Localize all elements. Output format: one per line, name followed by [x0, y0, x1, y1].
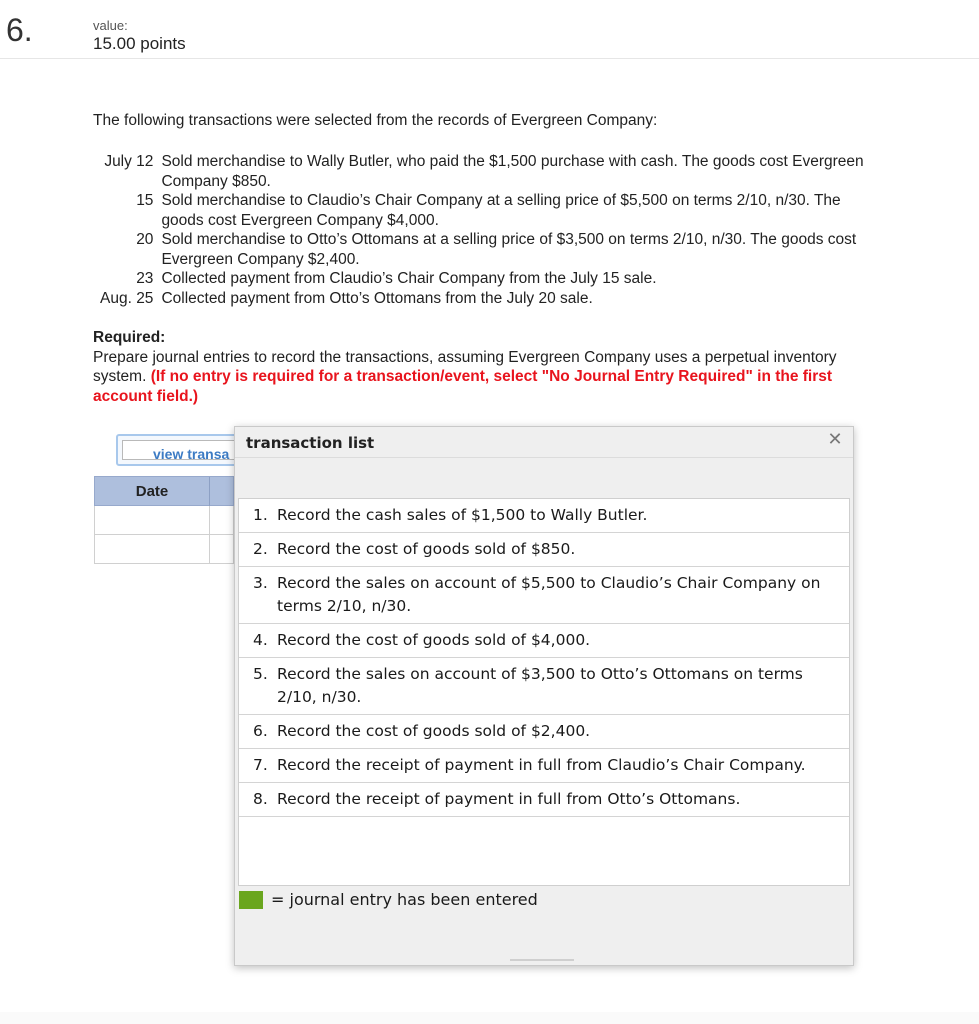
date-cell [95, 535, 210, 563]
legend [239, 890, 538, 909]
list-item[interactable] [239, 499, 849, 533]
dialog-title: transaction list [246, 434, 375, 452]
list-item[interactable] [239, 715, 849, 749]
transaction-text: Collected payment from Claudio’s Chair Company from the July 15 sale. [161, 270, 657, 287]
item-number: 4. [253, 631, 268, 649]
item-text: Record the sales on account of $5,500 to Claudio’s Chair Company on terms 2/10, n/30. [277, 574, 821, 615]
transaction-list-dialog [234, 426, 854, 966]
item-text: Record the receipt of payment in full from Otto’s Ottomans. [277, 790, 741, 808]
journal-table-header [94, 476, 234, 506]
dialog-divider [235, 457, 853, 458]
transaction-date: Aug. 25 [100, 289, 154, 307]
journal-table-row [94, 506, 234, 535]
journal-table-row [94, 535, 234, 564]
transaction-date: July 12 [104, 153, 154, 170]
required-title: Required: [93, 329, 166, 346]
item-number: 6. [253, 722, 268, 740]
list-item[interactable] [239, 624, 849, 658]
item-text: Record the cost of goods sold of $2,400. [277, 722, 591, 740]
list-item[interactable] [239, 533, 849, 567]
item-number: 2. [253, 540, 268, 558]
transaction-row [100, 230, 881, 269]
item-number: 7. [253, 756, 268, 774]
legend-text: = journal entry has been entered [271, 890, 538, 909]
value-points: 15.00 points [93, 34, 186, 53]
footer-strip [0, 1012, 979, 1024]
legend-swatch [239, 891, 263, 909]
transaction-date: 20 [136, 231, 154, 248]
transaction-row [100, 152, 881, 191]
list-item[interactable] [239, 783, 849, 817]
view-transaction-list-label[interactable]: view transa [122, 440, 260, 460]
date-cell [95, 506, 210, 534]
transaction-date: 23 [136, 270, 154, 287]
header-divider [0, 58, 979, 59]
required-section [93, 328, 893, 406]
item-number: 5. [253, 665, 268, 683]
transactions-table [100, 152, 881, 308]
item-text: Record the cost of goods sold of $850. [277, 540, 576, 558]
item-number: 1. [253, 506, 268, 524]
question-number: 6. [6, 12, 33, 48]
transaction-text: Collected payment from Otto’s Ottomans from the July 20 sale. [161, 289, 593, 307]
transaction-date: 15 [136, 192, 154, 209]
list-item[interactable] [239, 658, 849, 715]
required-warning: (If no entry is required for a transaction/event, select "No Journal Entry Required" in the first account field.) [93, 368, 833, 405]
list-item[interactable] [239, 567, 849, 624]
transaction-row [100, 289, 881, 309]
transaction-text: Sold merchandise to Claudio’s Chair Company at a selling price of $5,500 on terms 2/10, n/30. The goods cost Evergreen Company $4,000. [161, 192, 841, 229]
required-text: Prepare journal entries to record the transactions, assuming Evergreen Company uses a perpetual inventory system. [93, 348, 837, 385]
item-text: Record the cash sales of $1,500 to Wally Butler. [277, 506, 648, 524]
transaction-text: Sold merchandise to Otto’s Ottomans at a selling price of $3,500 on terms 2/10, n/30. The goods cost Evergreen Company $2,400. [161, 231, 857, 268]
intro-text: The following transactions were selected from the records of Evergreen Company: [93, 112, 658, 129]
list-item[interactable] [239, 749, 849, 783]
required-body [93, 348, 893, 407]
item-text: Record the sales on account of $3,500 to Otto’s Ottomans on terms 2/10, n/30. [277, 665, 803, 706]
item-number: 3. [253, 574, 268, 592]
transaction-list [238, 498, 850, 886]
item-text: Record the cost of goods sold of $4,000. [277, 631, 591, 649]
transaction-row [100, 191, 881, 230]
item-number: 8. [253, 790, 268, 808]
transaction-row [100, 269, 881, 289]
resize-grip[interactable] [510, 959, 574, 961]
close-icon[interactable]: ✕ [827, 429, 843, 450]
item-text: Record the receipt of payment in full from Claudio’s Chair Company. [277, 756, 806, 774]
date-column-header: Date [95, 477, 210, 507]
transaction-text: Sold merchandise to Wally Butler, who paid the $1,500 purchase with cash. The goods cost Evergreen Company $850. [161, 153, 864, 190]
value-label: value: [93, 18, 128, 33]
